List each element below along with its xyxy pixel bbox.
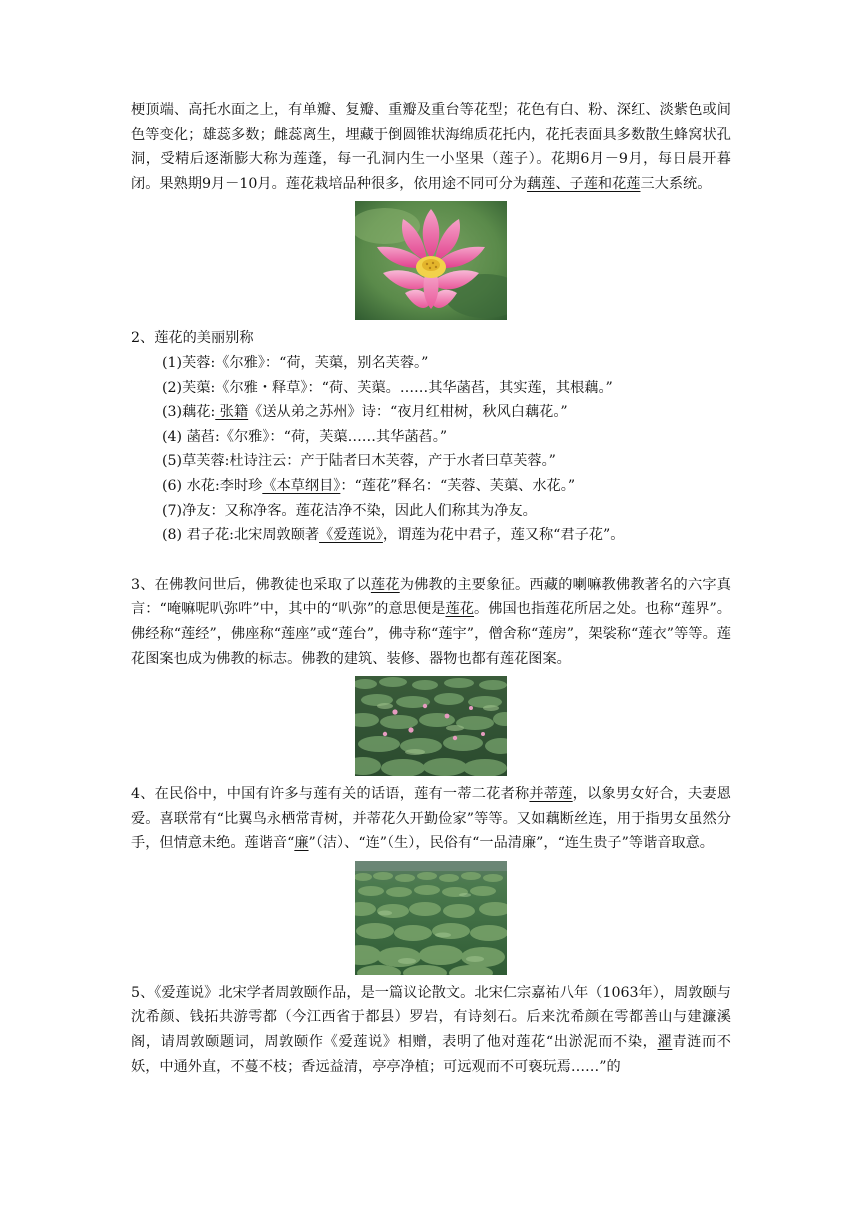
- lotus-field-photo: [355, 861, 507, 975]
- alias-text-end: 《送从弟之苏州》诗：“夜月红柑树，秋风白藕花。”: [248, 404, 568, 421]
- alias-text-end: ，谓莲为花中君子，莲又称“君子花”。: [382, 527, 625, 544]
- alias-item: [131, 400, 731, 425]
- alias-text: (1)芙蓉:《尔雅》：“荷，芙蕖，别名芙蓉。”: [162, 354, 429, 371]
- section-4-text: ，以象男女好合，夫妻恩爱。喜联常有“比翼鸟永栖常青树，并蒂花久开勤俭家”等等。又如藕断丝连，用于指男女虽然分手，但情意未绝。莲谐音“: [131, 786, 731, 852]
- section-5-paragraph: [131, 981, 731, 1079]
- intro-paragraph: [131, 98, 731, 196]
- section-2-title: 2、莲花的美丽别称: [131, 330, 254, 347]
- lotus-field-photo-wrap: [131, 861, 731, 975]
- alias-item: [131, 523, 731, 548]
- link-ai-lian-shuo[interactable]: 《爱莲说》: [319, 527, 383, 544]
- section-3-paragraph: [131, 573, 731, 671]
- section-3-text: 。佛国也指莲花所居之处。也称“莲界”。佛经称“莲经”，佛座称“莲座”或“莲台”，佛寺称“莲宇”，僧舍称“莲房”，架裟称“莲衣”等等。莲花图案也成为佛教的标志。佛教的建筑、装修、器物也都有莲花图案。: [131, 601, 731, 667]
- lotus-flower-photo-wrap: [131, 201, 731, 320]
- section-4-text: ”（洁）、“连”（生），民俗有“一品清廉”，“连生贵子”等谐音取意。: [308, 835, 714, 852]
- lotus-flower-photo: [355, 201, 507, 320]
- link-bingdi-lian[interactable]: 并蒂莲: [529, 786, 573, 803]
- section-4-paragraph: [131, 782, 731, 856]
- intro-text: 梗顶端、高托水面之上，有单瓣、复瓣、重瓣及重台等花型；花色有白、粉、深红、淡紫色或间色等变化；雄蕊多数；雌蕊离生，埋藏于倒圆锥状海绵质花托内，花托表面具多数散生蜂窝状孔洞，受精后逐渐膨大称为莲蓬，每一孔洞内生一小坚果（莲子）。花期6月－9月，每日晨开暮闭。果熟期9月－10月。莲花栽培品种很多，依用途不同可分为: [131, 102, 731, 192]
- link-lotus[interactable]: 莲花: [370, 576, 400, 593]
- alias-item: [131, 449, 731, 474]
- alias-text: (6) 水花:李时珍: [162, 477, 263, 494]
- alias-list: [131, 351, 731, 548]
- section-4-text: 4、在民俗中，中国有许多与莲有关的话语，莲有一蒂二花者称: [131, 786, 530, 803]
- alias-item: [131, 425, 731, 450]
- section-3-text: 为佛教的主要象征。西藏的喇嘛教佛教著名的六字真言：“唵嘛呢叭弥吽”中，其中的“叭弥”的意思便是: [131, 576, 731, 618]
- link-zhuo[interactable]: 濯: [657, 1034, 673, 1051]
- alias-text-end: ：“莲花”释名：“芙蓉、芙蕖、水花。”: [340, 477, 576, 494]
- link-bencao-gangmu[interactable]: 《本草纲目》: [262, 477, 341, 494]
- link-lian[interactable]: 廉: [294, 835, 309, 852]
- intro-link-three-systems[interactable]: 藕莲、子莲和花莲: [526, 175, 641, 192]
- intro-text-end: 三大系统。: [640, 175, 712, 192]
- alias-text: (8) 君子花:北宋周敦颐著: [162, 527, 320, 544]
- alias-text: (2)芙蕖:《尔雅・释草》：“荷、芙蕖。……其华菡萏，其实莲，其根藕。”: [162, 379, 613, 396]
- link-lotus[interactable]: 莲花: [445, 601, 475, 618]
- alias-item: [131, 351, 731, 376]
- document-page: [131, 98, 731, 1079]
- section-3-text: 3、在佛教问世后，佛教徒也采取了以: [131, 576, 371, 593]
- alias-text: (7)净友：又称净客。莲花洁净不染，因此人们称其为净友。: [162, 502, 537, 519]
- lotus-pond-photo: [355, 676, 507, 776]
- section-5-text: 5、《爱莲说》北宋学者周敦颐作品，是一篇议论散文。北宋仁宗嘉祐八年（1063年），周敦颐与沈希颜、钱拓共游雩都（今江西省于都县）罗岩，有诗刻石。后来沈希颜在雩都善山与建濂溪阁，请周敦颐题词，周敦颐作《爱莲说》相赠，表明了他对莲花“出淤泥而不染，: [131, 984, 731, 1051]
- lotus-pond-photo-wrap: [131, 676, 731, 776]
- section-5-text: 青涟而不妖，中通外直，不蔓不枝；香远益清，亭亭净植；可远观而不可亵玩焉……”的: [131, 1034, 731, 1075]
- alias-text: (4) 菡萏:《尔雅》：“荷，芙蕖……其华菡萏。”: [162, 428, 448, 445]
- link-zhang-ji[interactable]: 张籍: [215, 404, 249, 421]
- alias-text: (3)藕花:: [162, 404, 216, 421]
- alias-item: [131, 474, 731, 499]
- alias-item: [131, 376, 731, 401]
- alias-text: (5)草芙蓉:杜诗注云：产于陆者曰木芙蓉，产于水者曰草芙蓉。”: [162, 453, 556, 470]
- alias-item: [131, 499, 731, 524]
